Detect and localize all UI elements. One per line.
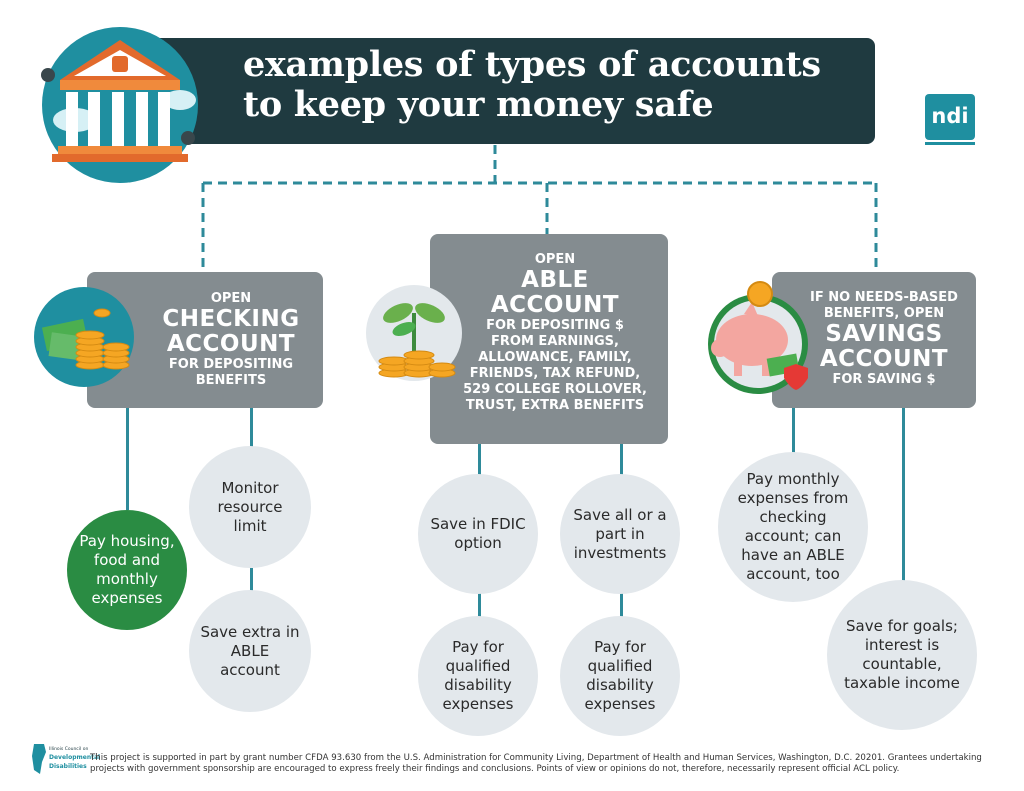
checking-line-2: CHECKING — [162, 306, 300, 332]
able-line-1: OPEN — [534, 252, 576, 267]
tip-pay-disability-2: Pay for qualified disability expenses — [560, 616, 680, 736]
tip-save-extra-able: Save extra in ABLE account — [189, 590, 311, 712]
checking-line-1: OPEN — [210, 291, 252, 306]
bank-icon — [30, 20, 205, 185]
plant-coins-icon — [364, 283, 464, 383]
savings-line-2: BENEFITS, OPEN — [823, 306, 945, 321]
able-left-line-1 — [478, 444, 481, 476]
able-line-3: ACCOUNT — [490, 292, 620, 318]
checking-line-5: BENEFITS — [195, 373, 267, 388]
title-line-1: examples of types of accounts — [243, 44, 821, 85]
piggy-bank-icon — [700, 278, 815, 398]
tip-monitor-resource: Monitor resource limit — [189, 446, 311, 568]
checking-line-3: ACCOUNT — [166, 331, 296, 357]
council-logo-line-1: Illinois Council on — [49, 747, 89, 752]
able-right-line-2 — [620, 592, 623, 618]
savings-left-line — [792, 408, 795, 454]
ndi-logo-underline — [925, 142, 975, 145]
illinois-council-logo — [30, 742, 101, 778]
able-right-line-1 — [620, 444, 623, 476]
savings-line-1: IF NO NEEDS-BASED — [810, 290, 958, 305]
savings-line-4: ACCOUNT — [819, 346, 949, 372]
title-line-2: to keep your money safe — [243, 84, 714, 125]
tip-save-investments: Save all or a part in investments — [560, 474, 680, 594]
savings-right-line — [902, 408, 905, 582]
checking-right-line-1 — [250, 408, 253, 448]
able-detail-4: FRIENDS, TAX REFUND, — [469, 366, 641, 381]
tip-pay-monthly: Pay monthly expenses from checking account; can have an ABLE account, too — [718, 452, 868, 602]
checking-line-4: FOR DEPOSITING — [168, 357, 294, 372]
savings-line-5: FOR SAVING $ — [832, 372, 936, 387]
able-detail-2: FROM EARNINGS, — [491, 334, 619, 349]
tip-pay-housing: Pay housing, food and monthly expenses — [67, 510, 187, 630]
able-detail-5: 529 COLLEGE ROLLOVER, — [463, 382, 647, 397]
savings-line-3: SAVINGS — [825, 321, 943, 347]
council-logo-line-3: Disabilities — [49, 763, 87, 770]
page-title — [243, 45, 863, 125]
money-stack-icon — [32, 285, 137, 390]
ndi-logo: ndi — [925, 94, 975, 140]
tip-pay-disability-1: Pay for qualified disability expenses — [418, 616, 538, 736]
footer-disclaimer: This project is supported in part by grant number CFDA 93.630 from the U.S. Administration for Community Living, Department of Health and Human Services, Washington, D.C. 20201. Grantees undertaking projects with government sponsorship are encouraged to express freely their findings and conclusions. Points of view or opinions do not, therefore, necessarily represent official ACL policy. — [90, 753, 982, 774]
checking-left-line — [126, 408, 129, 510]
able-account-box — [430, 234, 668, 444]
council-logo-line-2: Developmental — [49, 754, 101, 761]
tip-save-goals: Save for goals; interest is countable, taxable income — [827, 580, 977, 730]
able-detail-3: ALLOWANCE, FAMILY, — [478, 350, 632, 365]
tip-save-fdic: Save in FDIC option — [418, 474, 538, 594]
able-detail-6: TRUST, EXTRA BENEFITS — [465, 398, 645, 413]
able-detail-1: FOR DEPOSITING $ — [486, 318, 624, 333]
able-left-line-2 — [478, 592, 481, 618]
able-line-2: ABLE — [521, 267, 589, 293]
